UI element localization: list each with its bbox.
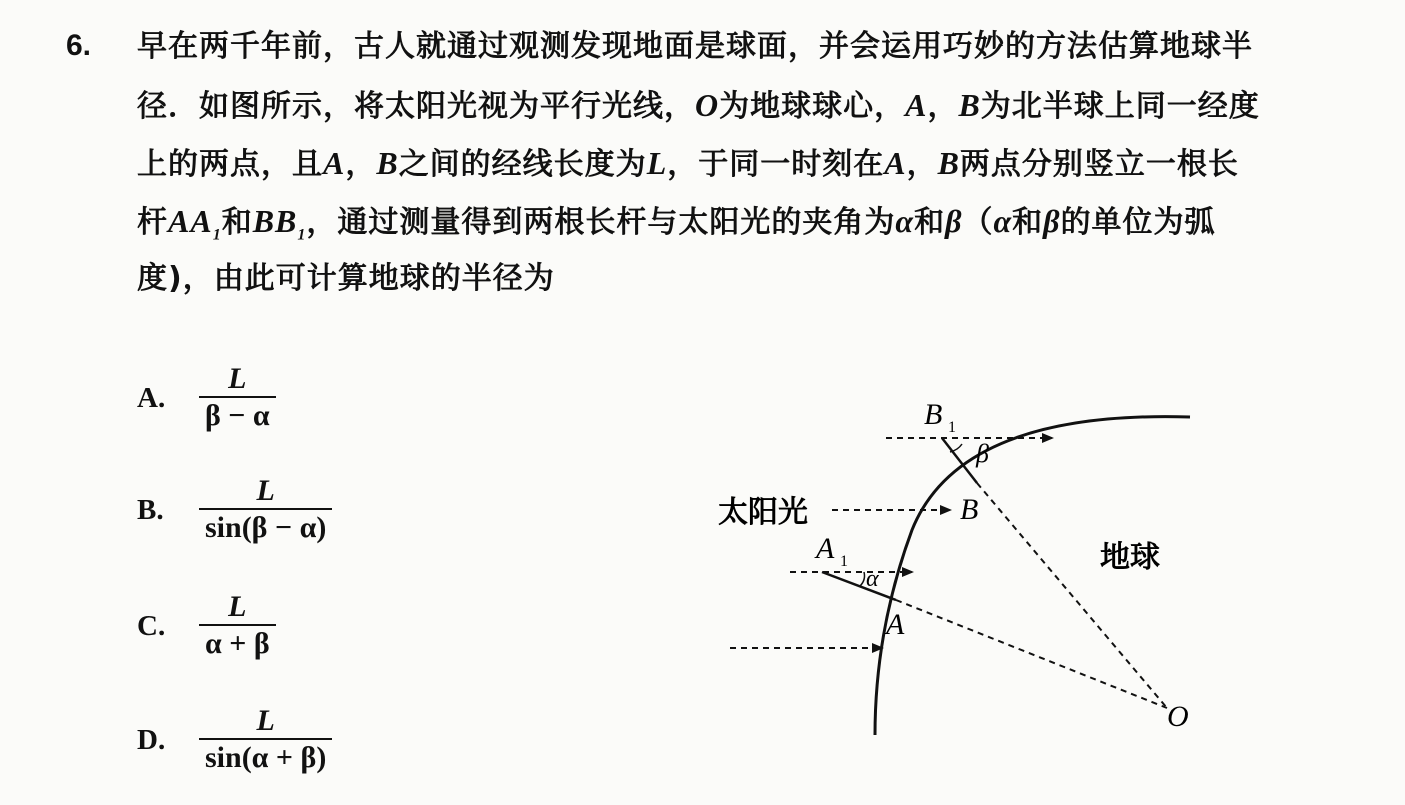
stem-text: 之间的经线长度为 bbox=[398, 147, 647, 182]
stem-text: 两点分别竖立一根长 bbox=[959, 147, 1239, 182]
math-symbol-text: BB bbox=[252, 203, 298, 239]
angle-alpha-label: α bbox=[866, 566, 879, 592]
option-b[interactable] bbox=[137, 474, 332, 546]
stem-text: ， bbox=[927, 89, 959, 124]
option-d-fraction bbox=[199, 704, 332, 776]
pole-a-top-sub: 1 bbox=[840, 553, 848, 570]
math-symbol bbox=[323, 145, 345, 181]
option-d-letter: D. bbox=[137, 723, 166, 756]
pole-b-top-sub: 1 bbox=[948, 419, 956, 436]
stem-text: 为地球球心， bbox=[719, 89, 906, 124]
math-symbol bbox=[252, 203, 307, 244]
point-a-label: A bbox=[886, 608, 905, 641]
earth-sunlight-diagram bbox=[700, 385, 1220, 745]
stem-line bbox=[137, 250, 1377, 308]
math-symbol-text: AA bbox=[168, 203, 213, 239]
pole-aa1 bbox=[822, 572, 896, 600]
stem-text: 杆 bbox=[137, 205, 168, 240]
option-b-fraction bbox=[199, 474, 332, 546]
math-symbol bbox=[905, 87, 927, 123]
option-b-letter: B. bbox=[137, 493, 164, 526]
math-symbol bbox=[884, 145, 906, 181]
question-number: 6. bbox=[66, 29, 92, 62]
stem-text: 和 bbox=[221, 205, 253, 240]
stem-text: 上的两点，且 bbox=[137, 147, 323, 182]
sunlight-label: 太阳光 bbox=[718, 495, 808, 530]
option-d[interactable] bbox=[137, 704, 332, 776]
stem-line bbox=[137, 76, 1377, 134]
math-symbol-text: α bbox=[895, 203, 915, 239]
option-c-letter: C. bbox=[137, 609, 166, 642]
math-symbol bbox=[895, 203, 914, 239]
angle-alpha-arc bbox=[860, 572, 865, 586]
math-subscript: 1 bbox=[297, 226, 307, 244]
math-symbol-text: B bbox=[376, 145, 399, 181]
option-b-denominator: sin(β − α) bbox=[205, 511, 327, 544]
center-o-label: O bbox=[1167, 700, 1189, 733]
stem-text: 为北半球上同一经度 bbox=[980, 89, 1260, 124]
stem-text: ，于同一时刻在 bbox=[667, 147, 885, 182]
option-b-numerator: L bbox=[256, 474, 275, 507]
earth-surface-arc bbox=[875, 417, 1190, 735]
math-symbol-text: β bbox=[945, 203, 963, 239]
stem-text: 的单位为弧 bbox=[1060, 205, 1216, 240]
math-symbol bbox=[1043, 203, 1060, 239]
option-c-denominator: α + β bbox=[205, 627, 270, 660]
math-symbol-text: α bbox=[993, 203, 1013, 239]
math-symbol bbox=[993, 203, 1012, 239]
pole-b-top-label: B bbox=[924, 398, 943, 431]
math-symbol-text: β bbox=[1043, 203, 1061, 239]
option-d-numerator: L bbox=[256, 704, 275, 737]
option-a-fraction bbox=[199, 362, 276, 434]
stem-text: （ bbox=[962, 205, 994, 240]
question-stem bbox=[137, 18, 1377, 308]
earth-label: 地球 bbox=[1100, 540, 1160, 575]
radius-b bbox=[977, 483, 1167, 708]
math-symbol bbox=[695, 87, 719, 123]
pole-a-top-label: A bbox=[816, 532, 835, 565]
math-symbol-text: A bbox=[323, 145, 346, 181]
option-a-letter: A. bbox=[137, 381, 166, 414]
math-symbol-text: A bbox=[905, 87, 928, 123]
option-a[interactable] bbox=[137, 362, 276, 434]
math-symbol-text: B bbox=[937, 145, 960, 181]
math-symbol-text: B bbox=[958, 87, 981, 123]
stem-line bbox=[137, 18, 1377, 76]
stem-line bbox=[137, 134, 1377, 192]
stem-text: 和 bbox=[1012, 205, 1044, 240]
stem-line bbox=[137, 192, 1377, 250]
math-symbol bbox=[938, 145, 960, 181]
math-symbol bbox=[647, 145, 668, 181]
stem-text: 度)，由此可计算地球的半径为 bbox=[137, 261, 555, 296]
math-symbol-text: O bbox=[695, 87, 720, 123]
angle-beta-arc bbox=[950, 444, 962, 452]
math-subscript: 1 bbox=[212, 226, 222, 244]
option-a-denominator: β − α bbox=[205, 399, 270, 432]
radius-a bbox=[896, 600, 1167, 708]
option-c[interactable] bbox=[137, 590, 276, 662]
point-b-label: B bbox=[960, 493, 979, 526]
math-symbol-text: L bbox=[646, 145, 668, 181]
math-symbol-text: A bbox=[884, 145, 907, 181]
option-c-fraction bbox=[199, 590, 276, 662]
option-a-numerator: L bbox=[228, 362, 247, 395]
math-symbol bbox=[376, 145, 398, 181]
stem-text: 早在两千年前，古人就通过观测发现地面是球面，并会运用巧妙的方法估算地球半 bbox=[137, 29, 1253, 64]
stem-text: ，通过测量得到两根长杆与太阳光的夹角为 bbox=[306, 205, 896, 240]
stem-text: ， bbox=[906, 147, 938, 182]
stem-text: 和 bbox=[914, 205, 946, 240]
stem-text: 径．如图所示，将太阳光视为平行光线， bbox=[137, 89, 695, 124]
math-symbol bbox=[945, 203, 962, 239]
option-c-numerator: L bbox=[228, 590, 247, 623]
math-symbol bbox=[168, 203, 222, 244]
stem-text: ， bbox=[345, 147, 377, 182]
angle-beta-label: β bbox=[976, 439, 989, 468]
option-d-denominator: sin(α + β) bbox=[205, 741, 327, 774]
math-symbol bbox=[958, 87, 980, 123]
